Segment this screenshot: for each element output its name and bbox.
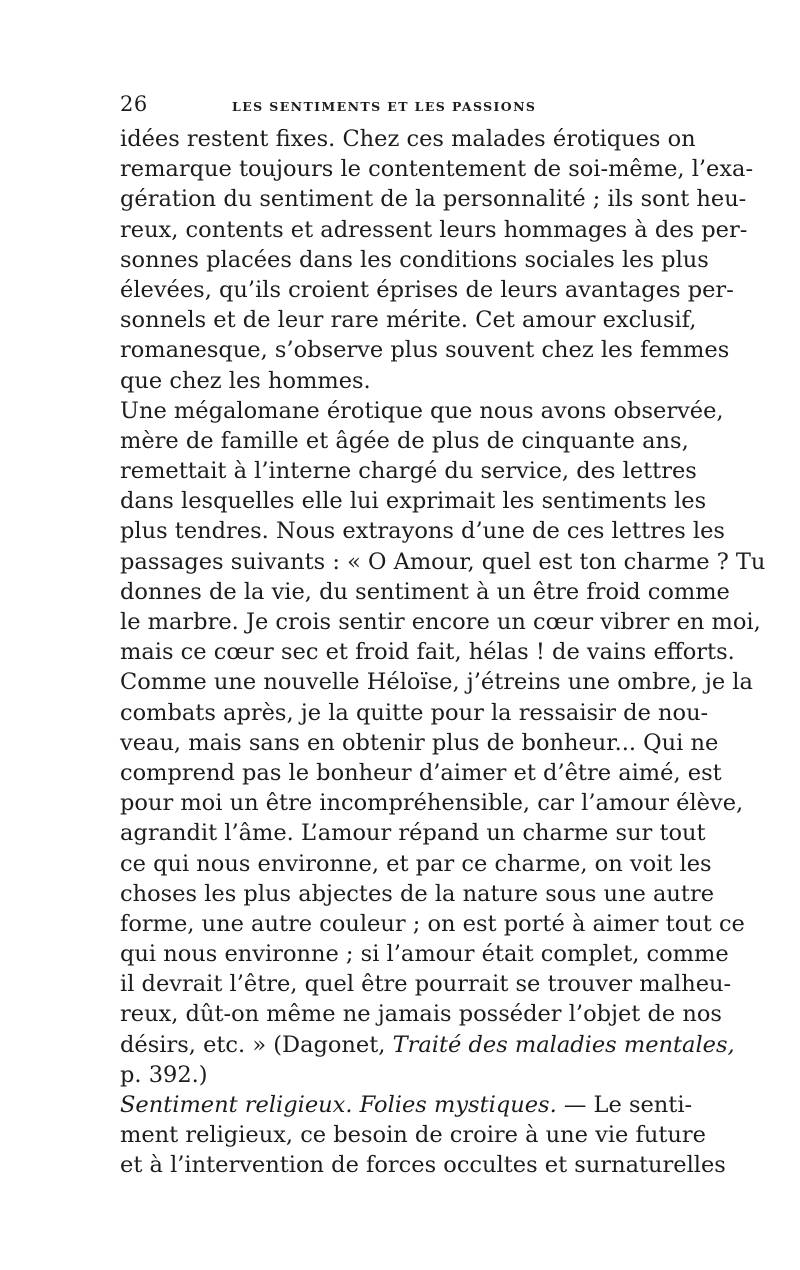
text-line: ce qui nous environne, et par ce charme, on voit les (120, 850, 712, 877)
citation-line (120, 1030, 735, 1060)
text-line: et à l’intervention de forces occultes et surnaturelles (120, 1152, 726, 1179)
text-line: donnes de la vie, du sentiment à un être froid comme (120, 578, 730, 605)
section-heading-line (120, 1090, 693, 1120)
text-line: choses les plus abjectes de la nature sous une autre (120, 880, 715, 907)
text-line: reux, contents et adressent leurs hommages à des per- (120, 216, 748, 243)
text-line: dans lesquelles elle lui exprimait les sentiments les (120, 488, 707, 515)
book-page (120, 92, 766, 1181)
running-head (120, 92, 672, 122)
text-line: Une mégalomane érotique que nous avons observée, (120, 397, 724, 424)
text-line: comprend pas le bonheur d’aimer et d’être aimé, est (120, 759, 722, 786)
heading-continuation: — Le senti- (556, 1092, 693, 1118)
text-line: remettait à l’interne chargé du service, des lettres (120, 458, 697, 485)
text-line: passages suivants : « O Amour, quel est ton charme ? Tu (120, 548, 766, 575)
running-title: LES SENTIMENTS ET LES PASSIONS (232, 99, 537, 114)
text-line: mère de famille et âgée de plus de cinquante ans, (120, 427, 689, 454)
text-line: remarque toujours le contentement de soi-même, l’exa- (120, 156, 754, 183)
section-heading: Sentiment religieux. Folies mystiques. (120, 1092, 557, 1118)
text-line: Comme une nouvelle Héloïse, j’étreins une ombre, je la (120, 669, 753, 696)
text-line: agrandit l’âme. L’amour répand un charme sur tout (120, 820, 706, 847)
text-line: qui nous environne ; si l’amour était complet, comme (120, 941, 729, 968)
text-line: élevées, qu’ils croient éprises de leurs avantages per- (120, 276, 734, 303)
body-text (120, 124, 766, 1181)
text-line: il devrait l’être, quel être pourrait se trouver malheu- (120, 971, 732, 998)
paragraph-1 (120, 124, 754, 396)
text-line: plus tendres. Nous extrayons d’une de ces lettres les (120, 518, 725, 545)
citation-text: désirs, etc. » (Dagonet, (120, 1031, 393, 1058)
paragraph-3 (120, 1090, 726, 1181)
text-line: mais ce cœur sec et froid fait, hélas ! de vains efforts. (120, 639, 735, 666)
text-line: forme, une autre couleur ; on est porté à aimer tout ce (120, 910, 745, 937)
text-line: le marbre. Je crois sentir encore un cœur vibrer en moi, (120, 609, 761, 635)
book-title: Traité des maladies mentales, (392, 1031, 735, 1058)
text-line: que chez les hommes. (120, 367, 371, 394)
text-line: ment religieux, ce besoin de croire à une vie future (120, 1122, 706, 1149)
text-line: romanesque, s’observe plus souvent chez les femmes (120, 337, 730, 364)
text-line: reux, dût-on même ne jamais posséder l’objet de nos (120, 1001, 722, 1028)
page-number: 26 (120, 92, 148, 116)
paragraph-2 (120, 396, 766, 1090)
text-line: veau, mais sans en obtenir plus de bonheur... Qui ne (120, 729, 719, 756)
text-line: idées restent fixes. Chez ces malades érotiques on (120, 126, 696, 152)
text-line: combats après, je la quitte pour la ressaisir de nou- (120, 699, 709, 726)
text-line: sonnes placées dans les conditions sociales les plus (120, 246, 709, 273)
text-line: sonnels et de leur rare mérite. Cet amour exclusif, (120, 307, 697, 334)
text-line: pour moi un être incompréhensible, car l’amour élève, (120, 790, 744, 817)
citation-page: p. 392.) (120, 1061, 208, 1088)
text-line: gération du sentiment de la personnalité ; ils sont heu- (120, 186, 747, 213)
